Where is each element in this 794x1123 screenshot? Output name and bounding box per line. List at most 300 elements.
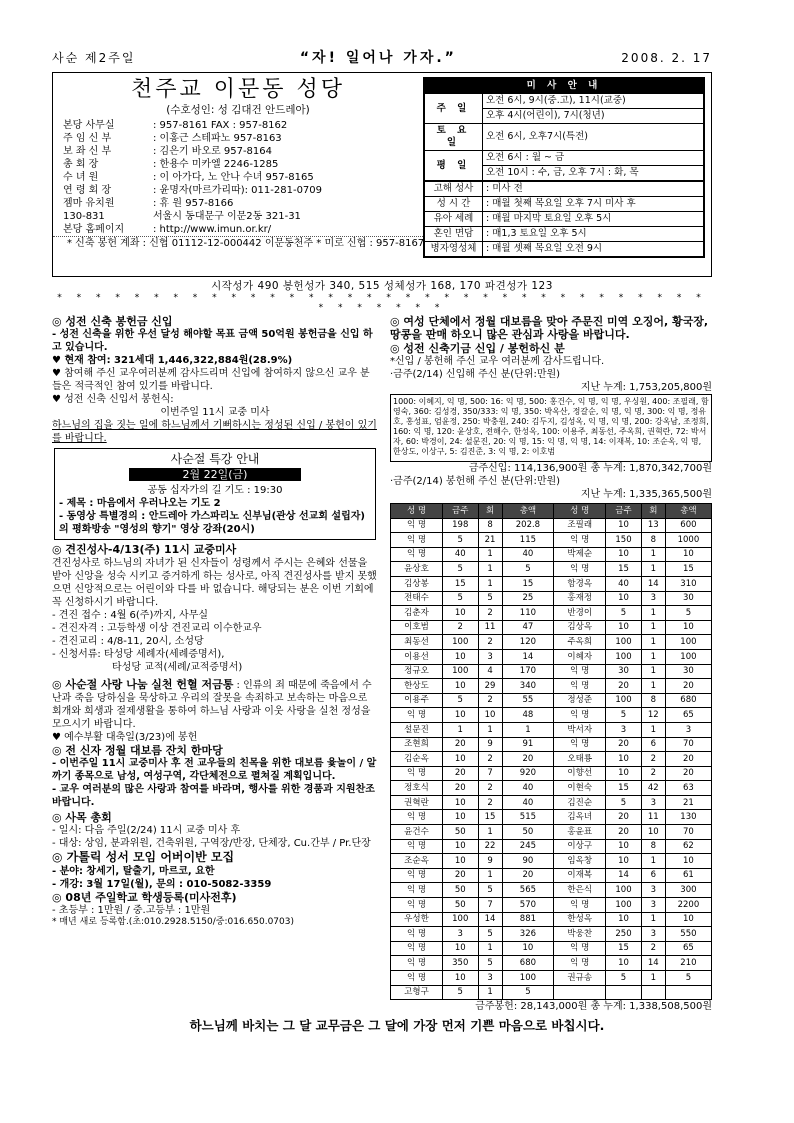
offering-cell: 5 [443,693,479,708]
offering-cell: 210 [665,956,711,971]
offering-cell: 245 [502,839,554,854]
offering-cell: 이혜자 [554,649,606,664]
sacrament-value: : 미사 전 [483,182,704,197]
contact-value: : 957-8161 FAX : 957-8162 [153,119,288,131]
offering-cell: 5 [606,971,642,986]
offering-cell: 550 [665,927,711,942]
offering-cell: 55 [502,693,554,708]
offering-cell: 함경옥 [554,576,606,591]
offering-cell: 설문진 [391,722,443,737]
offering-cell: 14 [641,956,665,971]
offering-cell: 91 [502,737,554,752]
offering-cell: 110 [502,606,554,621]
offering-cell: 21 [665,795,711,810]
offering-cell: 고형구 [391,985,443,1000]
offering-cell: 1 [641,620,665,635]
offering-cell: 30 [665,664,711,679]
offering-cell: 100 [502,971,554,986]
lent-lecture-date: 2월 22일(금) [129,468,301,481]
offering-cell: 15 [665,562,711,577]
lent-lecture-topic: - 제목 : 마음에서 우러나오는 기도 2 [59,498,221,510]
offering-cell: 20 [665,679,711,694]
table-row [391,825,712,840]
mass-schedule [423,77,705,258]
offering-cell: 1 [641,854,665,869]
offering-cell: 이용주 [391,693,443,708]
offering-cell: 김춘자 [391,606,443,621]
offering-cell: 680 [502,956,554,971]
offering-cell: 1 [641,547,665,562]
offering-cell: 10 [641,825,665,840]
contact-label: 주 임 신 부 [63,132,112,144]
building-fund-appeal: ♥ 참여해 주신 교우여러분께 감사드리며 신입에 참여하지 않으신 교우 분들은 적극적인 참여 있기를 바랍니다. [52,368,370,393]
liturgical-week: 사순 제2주일 [52,51,136,65]
offering-cell: 이현숙 [554,781,606,796]
new-year-party-appeal: - 교우 여러분의 많은 사랑과 참여를 바라며, 행사를 위한 경품과 지원찬조 바랍니다. [52,784,375,809]
offering-cell: 8 [641,839,665,854]
offering-previous-total: 지난 누계: 1,335,365,500원 [580,489,712,501]
sunday-school-contact: * 매년 새로 등록함.(초:010.2928.5150/중:016.650.0703) [52,917,294,928]
contact-value: : 이 아가다, 노 안나 수녀 957-8165 [153,171,314,183]
offering-cell: 1 [478,825,502,840]
offering-cell: 63 [665,781,711,796]
offering-cell: 40 [502,547,554,562]
header-box [52,72,712,277]
church-contact-row [53,223,423,236]
offering-cell: 90 [502,854,554,869]
offering-cell: 익 명 [554,679,606,694]
offering-cell: 1 [641,679,665,694]
mass-weekday-am: 오전 6시 : 월 ~ 금 [483,151,704,166]
offering-cell: 10 [443,839,479,854]
offering-cell: 13 [641,518,665,533]
offering-week-label: ·금주(2/14) 봉헌해 주신 분(단위:만원) [390,476,561,488]
table-row [391,927,712,942]
offering-cell: 310 [665,576,711,591]
offering-cell: 20 [606,810,642,825]
contact-value: : 한용수 미카엘 2246-1285 [153,158,279,170]
offering-cell: 10 [443,795,479,810]
offering-cell: 2 [478,781,502,796]
table-row [391,971,712,986]
offering-cell: 익 명 [391,941,443,956]
offering-cell: 15 [443,576,479,591]
offering-cell: 10 [443,854,479,869]
offering-cell: 홍재정 [554,591,606,606]
offering-cell: 이재복 [554,868,606,883]
offering-cell: 6 [641,868,665,883]
confirmation-docs-2: 타성당 교적(세례/교적증명서) [112,661,243,673]
offering-cell: 70 [665,825,711,840]
offering-cell: 1 [641,971,665,986]
contact-value: 서울시 동대문구 이문2동 321-31 [153,210,301,222]
offering-cell: 6 [641,737,665,752]
offering-cell: 15 [502,576,554,591]
offering-cell: 3 [641,898,665,913]
offering-cell: 반경이 [554,606,606,621]
offering-cell: 14 [478,912,502,927]
offering-cell: 100 [606,635,642,650]
lent-lecture-stations: 공동 십자가의 길 기도 : 19:30 [147,485,283,497]
offering-cell: 익 명 [391,898,443,913]
offering-cell: 5 [443,985,479,1000]
offering-cell: 주옥희 [554,635,606,650]
content-columns [52,315,712,1013]
offering-cell: 5 [478,927,502,942]
offering-cell: 9 [478,854,502,869]
bulletin-date: 2008. 2. 17 [621,51,712,65]
offering-cell: 115 [502,533,554,548]
mass-saturday-label: 토 요 일 [425,124,483,151]
offering-cell: 20 [443,737,479,752]
offering-cell: 2 [641,766,665,781]
offering-cell: 65 [665,941,711,956]
offering-cell: 박웅찬 [554,927,606,942]
table-row [391,941,712,956]
offering-cell: 익 명 [391,518,443,533]
offering-cell: 202.8 [502,518,554,533]
sacrament-label: 혼인 면담 [425,227,483,242]
table-row [391,752,712,767]
offering-cell: 5 [606,795,642,810]
offering-cell: 326 [502,927,554,942]
offering-cell: 10 [606,839,642,854]
offering-cell: 조현희 [391,737,443,752]
offering-cell [641,985,665,1000]
mass-sunday-pm: 오후 4시(어린이), 7시(청년) [483,109,704,124]
offering-cell: 정성준 [554,693,606,708]
pledge-week-label: ·금주(2/14) 신입해 주신 분(단위:만원) [390,369,561,381]
offering-cell: 권규송 [554,971,606,986]
offering-cell: 윤건수 [391,825,443,840]
offering-cell: 600 [665,518,711,533]
offering-cell: 170 [502,664,554,679]
table-row [391,693,712,708]
table-row [391,795,712,810]
confirmation-deadline: - 견진 접수 : 4월 6(주)까지, 사무실 [52,609,209,621]
offering-cell: 5 [606,708,642,723]
offering-cell: 50 [443,825,479,840]
right-column [390,315,712,1013]
offering-cell: 1 [443,722,479,737]
contact-label: 130-831 [63,210,105,222]
offering-cell: 8 [641,533,665,548]
offering-cell: 3 [641,927,665,942]
mass-weekday-other: 오전 10시 : 수, 금, 오후 7시 : 화, 목 [483,166,704,181]
table-row [391,679,712,694]
offering-cell: 3 [443,927,479,942]
offering-cell: 130 [665,810,711,825]
offering-cell: 100 [606,693,642,708]
offering-cell: 10 [443,679,479,694]
offering-cell: 100 [606,883,642,898]
week-motto: “자! 일어나 가자.” [299,50,457,66]
church-contact-row [53,210,423,223]
table-row [391,606,712,621]
offering-cell: 익 명 [391,971,443,986]
offering-cell: 3 [665,722,711,737]
offering-cell: 2 [478,693,502,708]
offering-cell: 1 [478,941,502,956]
offering-cell: 100 [443,635,479,650]
church-contact-row [53,119,423,132]
table-row [391,737,712,752]
table-row [391,708,712,723]
offering-col-header: 성 명 [554,504,606,519]
offering-cell: 김상봉 [391,576,443,591]
sacrament-row [425,227,704,242]
offering-cell: 10 [606,547,642,562]
left-column [52,315,378,1013]
offering-cell: 3 [641,795,665,810]
building-fund-ceremony: ♥ 성전 신축 신입서 봉헌식: [52,394,174,406]
contact-value: : http://www.imun.or.kr/ [153,223,272,235]
table-row [391,635,712,650]
sacrament-info [424,181,704,257]
sacrament-row [425,182,704,197]
mass-sunday-am: 오전 6시, 9시(중.고), 11시(교중) [483,94,704,109]
offering-cell: 익 명 [391,883,443,898]
offering-cell: 10 [443,649,479,664]
offering-cell: 1 [641,912,665,927]
table-row [391,912,712,927]
bible-study-start: - 개강: 3월 17일(월), 문의 : 010-5082-3359 [52,879,272,891]
offering-cell: 5 [665,606,711,621]
offering-cell: 20 [502,868,554,883]
table-row [391,620,712,635]
offering-cell: 박제순 [554,547,606,562]
sacrament-value: : 매월 첫째 목요일 오후 7시 미사 후 [483,197,704,212]
table-row [391,839,712,854]
pastoral-assembly-date: - 일시: 다음 주일(2/24) 11시 교중 미사 후 [52,825,241,837]
offering-table [390,503,712,1000]
table-row [391,810,712,825]
pastoral-assembly-title: ◎ 사목 총회 [52,811,112,825]
sacrament-row [425,212,704,227]
offering-cell: 7 [478,766,502,781]
offering-col-header: 총액 [665,504,711,519]
offering-cell: 10 [665,854,711,869]
offering-cell: 10 [606,752,642,767]
offering-cell: 340 [502,679,554,694]
offering-cell: 1 [478,547,502,562]
confirmation-eligibility: - 견진자격 : 고등학생 이상 견진교리 이수한교우 [52,622,262,634]
mass-sunday-label: 주 일 [425,94,483,124]
offering-cell: 2 [478,635,502,650]
offering-col-header: 금주 [443,504,479,519]
table-row [391,649,712,664]
offering-cell: 익 명 [391,708,443,723]
contact-value: : 김은기 바오로 957-8164 [153,145,273,157]
offering-cell: 15 [606,941,642,956]
offering-table-header [391,504,712,519]
offering-cell: 11 [478,620,502,635]
offering-cell: 10 [665,620,711,635]
offering-cell: 한상도 [391,679,443,694]
offering-cell: 한은식 [554,883,606,898]
offering-cell: 10 [443,971,479,986]
contact-label: 수 녀 원 [63,171,99,183]
offering-cell: 15 [478,810,502,825]
building-fund-ceremony-time: 이번주일 11시 교중 미사 [160,407,270,419]
offering-cell: 20 [665,752,711,767]
offering-cell: 1 [641,606,665,621]
offering-cell: 익 명 [554,941,606,956]
building-fund-title: ◎ 성전 신축 봉헌금 신입 [52,314,173,328]
offering-cell: 20 [502,752,554,767]
offering-cell: 익 명 [391,766,443,781]
offering-cell: 50 [502,825,554,840]
offering-cell: 우성한 [391,912,443,927]
offering-cell: 김진순 [554,795,606,810]
offering-cell: 20 [606,825,642,840]
offering-col-header: 금주 [606,504,642,519]
church-contact-list [53,119,423,236]
offering-cell: 익 명 [554,562,606,577]
mass-schedule-title: 미 사 안 내 [425,79,704,94]
offering-cell: 10 [606,956,642,971]
offering-cell: 61 [665,868,711,883]
offering-cell: 15 [606,562,642,577]
table-row [391,576,712,591]
lent-lecture-title: 사순절 특강 안내 [170,452,260,467]
offering-cell: 익 명 [554,533,606,548]
offering-cell: 10 [606,854,642,869]
offering-cell: 3 [641,883,665,898]
offering-cell: 10 [606,912,642,927]
offering-col-header: 총액 [502,504,554,519]
offering-cell: 10 [606,591,642,606]
offering-cell: 3 [606,722,642,737]
offering-cell: 1 [478,722,502,737]
offering-cell: 1 [641,649,665,664]
offering-cell: 4 [478,664,502,679]
offering-cell: 1 [641,562,665,577]
women-group-notice: ◎ 여성 단체에서 정월 대보름을 맞아 주문진 미역 오징어, 황국장, 땅콩을 판매 하오니 많은 관심과 사랑을 바랍니다. [390,314,709,342]
sacrament-label: 성 시 간 [425,197,483,212]
offering-cell: 2200 [665,898,711,913]
donors-title: ◎ 성전 신축기금 신입 / 봉헌하신 분 [390,341,565,355]
offering-cell: 100 [606,649,642,664]
offering-cell: 42 [641,781,665,796]
offering-cell: 100 [665,649,711,664]
offering-cell: 15 [606,781,642,796]
sacrament-value: : 매월 마지막 토요일 오후 5시 [483,212,704,227]
offering-cell: 김순옥 [391,752,443,767]
church-contact-row [53,171,423,184]
sacrament-label: 병자영성체 [425,242,483,257]
confirmation-desc: 견진성사로 하느님의 자녀가 된 신자들이 성령께서 주시는 은혜와 선물을 받아 신앙을 성숙 시키고 증거하게 하는 성사로, 아직 견진성사를 받지 못했으면 신앙적으로는 어린이와 다를 바 없습니다. 해당되는 분은 이번 기회에 꼭 신청하시기 바랍니다. [52,557,377,608]
offering-cell: 20 [606,679,642,694]
offering-cell: 10 [443,752,479,767]
offering-cell: 1 [641,635,665,650]
offering-cell: 680 [665,693,711,708]
bible-study-books: - 분야: 창세기, 탈출기, 마르코, 요한 [52,866,215,878]
offering-cell: 10 [443,708,479,723]
sacrament-value: : 매월 셋째 목요일 오전 9시 [483,242,704,257]
offering-cell: 이향선 [554,766,606,781]
offering-cell: 50 [443,898,479,913]
table-row [391,854,712,869]
offering-cell: 25 [502,591,554,606]
offering-cell: 515 [502,810,554,825]
star-divider: * * * * * * * * * * * * * * * * * * * * * * * * * * * * * * * * * * * * * * * * * [57,292,707,313]
offering-cell: 10 [478,708,502,723]
offering-cell: 20 [443,781,479,796]
offering-cell: 8 [641,693,665,708]
offering-cell: 10 [443,810,479,825]
offering-cell: 정호식 [391,781,443,796]
offering-cell: 10 [443,941,479,956]
offering-cell: 14 [606,868,642,883]
offering-cell: 익 명 [391,868,443,883]
table-row [391,985,712,1000]
table-row [391,591,712,606]
sacrament-row [425,197,704,212]
offering-cell: 100 [443,912,479,927]
new-year-party-title: ◎ 전 신자 정월 대보름 잔치 한마당 [52,743,223,757]
church-contact-row [53,145,423,158]
offering-cell: 300 [665,883,711,898]
offering-col-header: 회 [641,504,665,519]
offering-cell: 김옥녀 [554,810,606,825]
offering-cell: 5 [443,533,479,548]
bank-account: * 신축 봉헌 계좌 : 신협 01112-12-000442 이문동천주 * 미로 신협 : 957-8167 [53,236,423,250]
contact-value: : 이홍근 스테파노 957-8163 [153,132,282,144]
offering-cell: 1 [478,868,502,883]
offering-cell: 570 [502,898,554,913]
offering-cell: 22 [478,839,502,854]
offering-cell: 14 [502,649,554,664]
offering-cell: 70 [665,737,711,752]
offering-cell: 2 [478,752,502,767]
offering-cell: 3 [478,649,502,664]
offering-cell: 1000 [665,533,711,548]
offering-cell: 조필래 [554,518,606,533]
building-fund-progress: ♥ 현재 참여: 321세대 1,446,322,884원(28.9%) [52,355,293,367]
bible-study-title: ◎ 가톨릭 성서 모임 어버이반 모집 [52,850,235,865]
offering-cell [665,985,711,1000]
offering-cell: 14 [641,576,665,591]
offering-cell: 익 명 [554,898,606,913]
offering-cell: 20 [443,868,479,883]
offering-cell: 10 [502,941,554,956]
offering-cell: 3 [478,971,502,986]
offering-cell: 50 [443,883,479,898]
offering-cell: 29 [478,679,502,694]
contact-label: 본당 사무실 [63,119,115,131]
offering-cell: 11 [641,810,665,825]
table-row [391,766,712,781]
church-name: 천주교 이문동 성당 [130,77,345,102]
offering-cell: 5 [443,562,479,577]
church-contact-row [53,184,423,197]
offering-cell: 5 [478,591,502,606]
offering-cell: 2 [478,606,502,621]
table-row [391,883,712,898]
offering-cell: 1 [478,576,502,591]
offering-cell: 1 [502,722,554,737]
contact-label: 보 좌 신 부 [63,145,112,157]
offering-cell: 62 [665,839,711,854]
church-info [53,77,423,250]
offering-cell: 익 명 [391,956,443,971]
sacrament-label: 유아 세례 [425,212,483,227]
offering-cell: 100 [443,664,479,679]
offering-cell: 10 [443,606,479,621]
offering-cell: 10 [606,518,642,533]
offering-cell: 1 [478,562,502,577]
